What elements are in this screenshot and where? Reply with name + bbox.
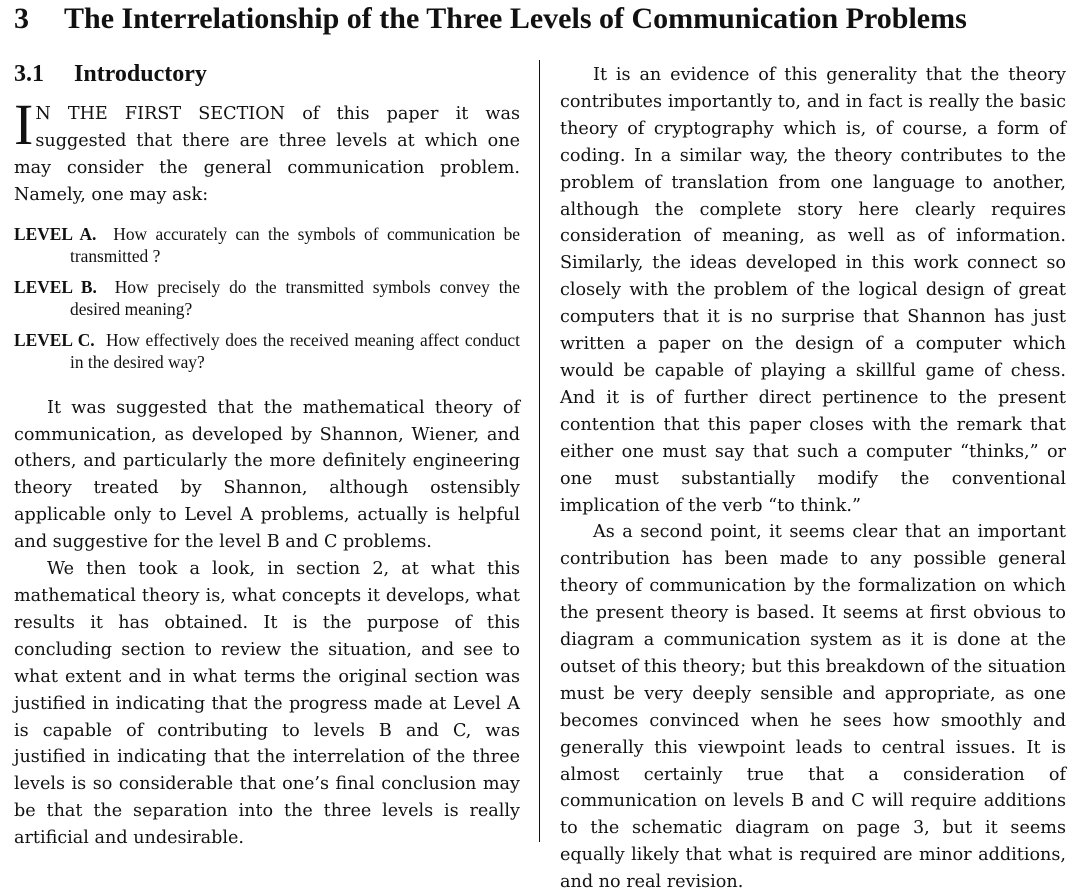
- subsection-number: 3.1: [14, 61, 44, 87]
- level-a-item: [14, 223, 520, 267]
- left-column: [14, 57, 520, 852]
- column-divider: [539, 60, 540, 842]
- right-paragraph-2: As a second point, it seems clear that an important contribution has been made to any possible general theory of communication by the formalization on which the present theory is based. It seems at first obvious to diagram a communication system as it is done at the outset of this theory; but this breakdown of the situation must be very deeply sensible and appropriate, as one becomes convinced when he sees how smoothly and generally this viewpoint leads to central issues. It is almost certainly true that a consideration of communication on levels B and C will require additions to the schematic diagram on page 3, but it seems equally likely that what is required are minor additions, and no real revision.: [560, 522, 1066, 893]
- level-b-tag: LEVEL B.: [14, 276, 97, 297]
- intro-paragraph: IN THE FIRST SECTION of this paper it was suggested that there are three levels at which one may consider the general communication problem. Namely, one may ask:: [14, 92, 520, 205]
- right-paragraph-1: It is an evidence of this generality that the theory contributes importantly to, and in fact is really the basic theory of cryptography which is, of course, a form of coding. In a similar way, the theory contributes to the problem of translation from one language to another, although the complete story here clearly requires consideration of meaning, as well as of information. Similarly, the ideas developed in this work connect so closely with the problem of the logical design of great computers that it is no surprise that Shannon has just written a paper on the design of a computer which would be capable of playing a skillful game of chess. And it is of further direct pertinence to the present contention that this paper closes with the remark that either one must say that such a computer “thinks,” or one must substantially modify the conventional implication of the verb “to think.”: [560, 65, 1066, 516]
- level-c-tag: LEVEL C.: [14, 329, 95, 350]
- subsection-heading: [14, 57, 520, 91]
- level-c-text: How effectively does the received meaning affect conduct in the desired way?: [70, 329, 520, 372]
- levels-list: [14, 223, 520, 373]
- level-b-text: How precisely do the transmitted symbols convey the desired meaning?: [70, 276, 520, 319]
- subsection-title: Introductory: [74, 61, 207, 87]
- left-paragraph-3: We then took a look, in section 2, at what this mathematical theory is, what concepts it develops, what results it has obtained. It is the purpose of this concluding section to review the situation, and see to what extent and in what terms the original section was justified in indicating that the progress made at Level A is capable of contributing to levels B and C, was justified in indicating that the interrelation of the three levels is so considerable that one’s final conclusion may be that the separation into the three levels is really artificial and undesirable.: [14, 559, 520, 849]
- section-heading: [14, 0, 1074, 38]
- left-paragraph-2: It was suggested that the mathematical theory of communication, as developed by Shannon, Wiener, and others, and particularly the more definitely engineering theory treated by Shannon, although ostensibly applicable only to Level A problems, actually is helpful and suggestive for the level B and C problems.: [14, 397, 520, 553]
- level-c-item: [14, 329, 520, 373]
- section-number: 3: [14, 2, 29, 35]
- level-a-tag: LEVEL A.: [14, 223, 97, 244]
- level-b-item: [14, 276, 520, 320]
- right-column: [560, 62, 1066, 896]
- level-a-text: How accurately can the symbols of communication be transmitted ?: [70, 223, 520, 266]
- section-title: The Interrelationship of the Three Levels of Communication Problems: [64, 2, 967, 35]
